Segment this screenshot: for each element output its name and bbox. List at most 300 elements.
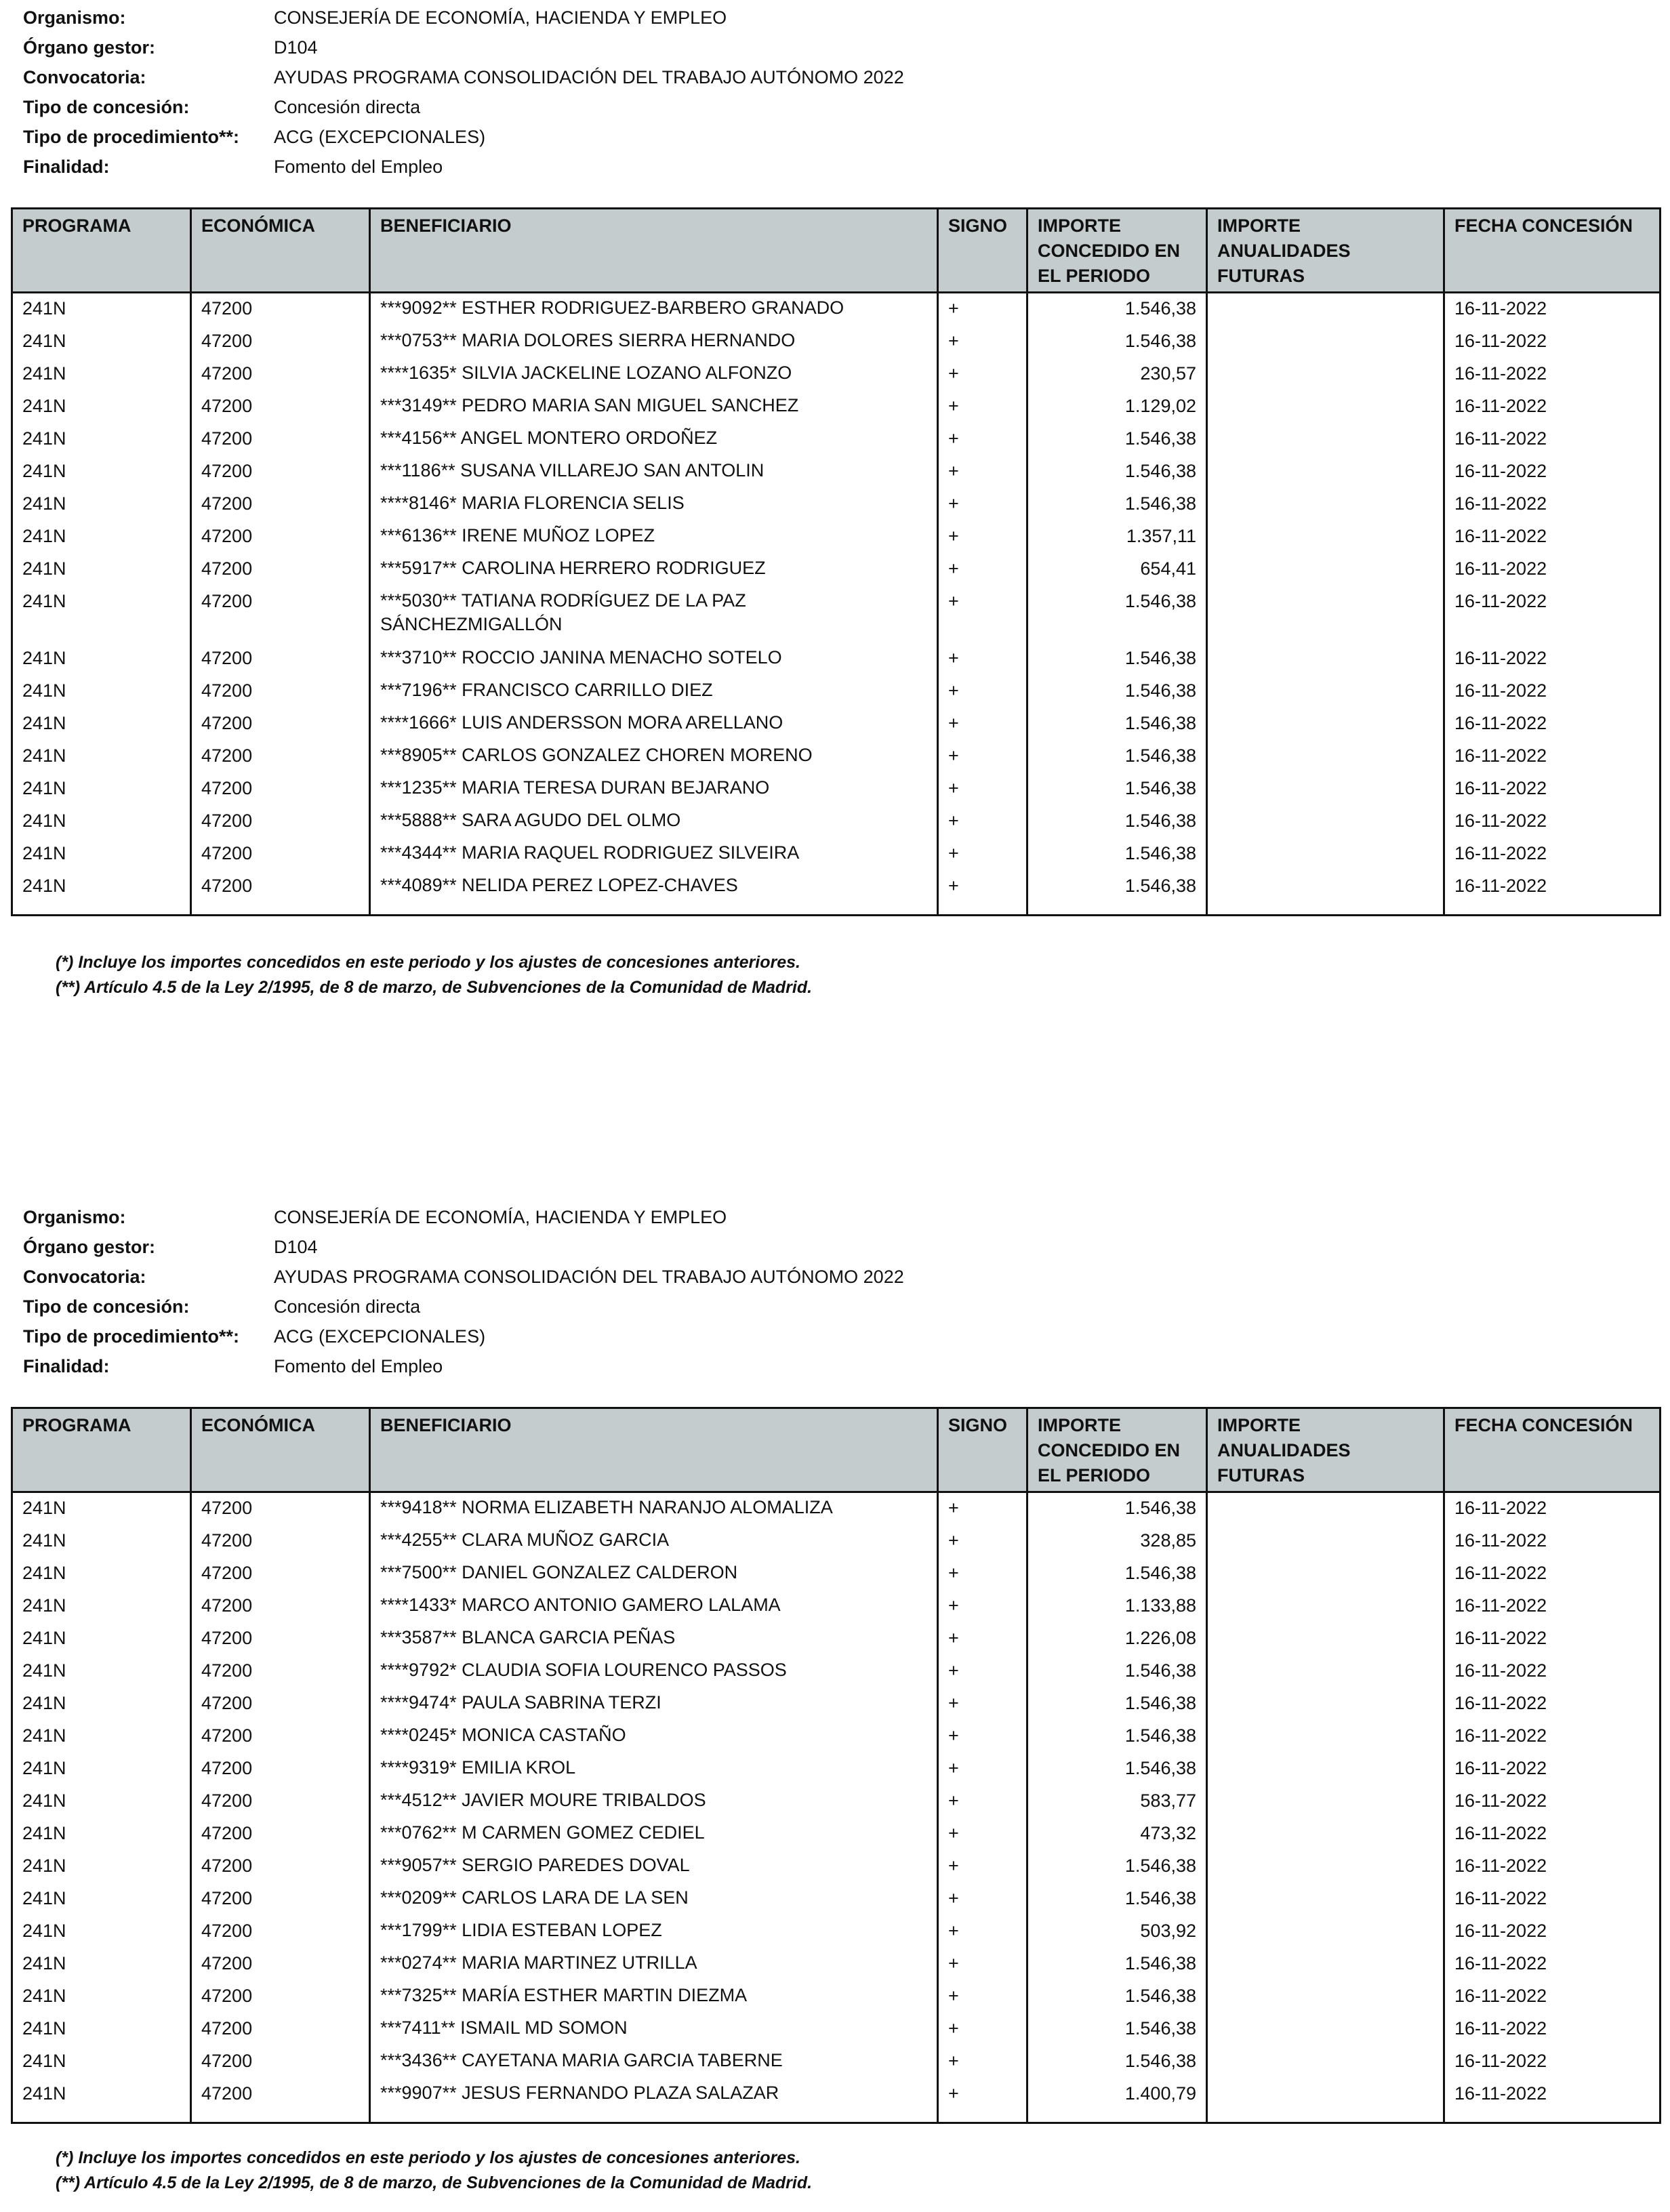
- cell-programa: 241N: [12, 359, 191, 391]
- cell-importe: 1.546,38: [1027, 708, 1207, 741]
- cell-importe: 1.546,38: [1027, 806, 1207, 838]
- cell-anualidades: [1207, 1786, 1444, 1818]
- table-row: [12, 741, 1661, 773]
- table-row: [12, 2046, 1661, 2078]
- cell-programa: 241N: [12, 1623, 191, 1656]
- table-row: [12, 359, 1661, 391]
- cell-programa: 241N: [12, 741, 191, 773]
- cell-importe: 1.546,38: [1027, 676, 1207, 708]
- table-row: [12, 1818, 1661, 1851]
- cell-economica: 47200: [191, 359, 370, 391]
- cell-importe: 1.546,38: [1027, 773, 1207, 806]
- table-row: [12, 293, 1661, 327]
- cell-signo: +: [938, 1916, 1027, 1948]
- meta-value: Fomento del Empleo: [274, 1356, 443, 1376]
- table-row: [12, 1883, 1661, 1916]
- cell-programa: 241N: [12, 326, 191, 359]
- cell-signo: +: [938, 773, 1027, 806]
- cell-anualidades: [1207, 1688, 1444, 1721]
- cell-importe: 1.546,38: [1027, 871, 1207, 903]
- cell-importe: 1.546,38: [1027, 838, 1207, 871]
- cell-beneficiario: ***9092** ESTHER RODRIGUEZ-BARBERO GRANADO: [370, 293, 938, 327]
- cell-programa: 241N: [12, 773, 191, 806]
- cell-importe: 1.226,08: [1027, 1623, 1207, 1656]
- cell-anualidades: [1207, 1492, 1444, 1526]
- footnotes: [56, 2146, 812, 2196]
- cell-fecha: 16-11-2022: [1444, 1818, 1661, 1851]
- cell-signo: +: [938, 1721, 1027, 1753]
- cell-economica: 47200: [191, 1688, 370, 1721]
- cell-signo: +: [938, 1883, 1027, 1916]
- cell-beneficiario: ****0245* MONICA CASTAÑO: [370, 1721, 938, 1753]
- table-spacer-row: [12, 2111, 1661, 2123]
- cell-beneficiario: ***9418** NORMA ELIZABETH NARANJO ALOMALIZA: [370, 1492, 938, 1526]
- cell-programa: 241N: [12, 456, 191, 489]
- cell-beneficiario: ***4255** CLARA MUÑOZ GARCIA: [370, 1525, 938, 1558]
- cell-economica: 47200: [191, 424, 370, 456]
- cell-fecha: 16-11-2022: [1444, 806, 1661, 838]
- cell-beneficiario: ****8146* MARIA FLORENCIA SELIS: [370, 489, 938, 521]
- table-row: [12, 1851, 1661, 1883]
- cell-economica: 47200: [191, 326, 370, 359]
- table-spacer-row: [12, 903, 1661, 916]
- cell-beneficiario: ***7325** MARÍA ESTHER MARTIN DIEZMA: [370, 1981, 938, 2013]
- cell-anualidades: [1207, 708, 1444, 741]
- cell-anualidades: [1207, 1591, 1444, 1623]
- cell-programa: 241N: [12, 1948, 191, 1981]
- cell-programa: 241N: [12, 2046, 191, 2078]
- cell-anualidades: [1207, 586, 1444, 643]
- cell-signo: +: [938, 2013, 1027, 2046]
- cell-fecha: 16-11-2022: [1444, 1883, 1661, 1916]
- cell-anualidades: [1207, 676, 1444, 708]
- cell-anualidades: [1207, 293, 1444, 327]
- cell-importe: 1.546,38: [1027, 2013, 1207, 2046]
- cell-importe: 583,77: [1027, 1786, 1207, 1818]
- table-row: [12, 643, 1661, 676]
- col-header-beneficiario: BENEFICIARIO: [370, 209, 938, 293]
- cell-fecha: 16-11-2022: [1444, 1656, 1661, 1688]
- cell-importe: 1.546,38: [1027, 1558, 1207, 1591]
- meta-value: ACG (EXCEPCIONALES): [274, 127, 486, 147]
- cell-importe: 1.546,38: [1027, 326, 1207, 359]
- col-header-programa: PROGRAMA: [12, 1408, 191, 1492]
- spacer-cell: [938, 903, 1027, 916]
- table-row: [12, 1656, 1661, 1688]
- cell-programa: 241N: [12, 1558, 191, 1591]
- cell-anualidades: [1207, 643, 1444, 676]
- grant-section-2: [11, 1204, 1659, 2192]
- cell-fecha: 16-11-2022: [1444, 773, 1661, 806]
- cell-beneficiario: ***3149** PEDRO MARIA SAN MIGUEL SANCHEZ: [370, 391, 938, 424]
- cell-economica: 47200: [191, 1981, 370, 2013]
- cell-economica: 47200: [191, 1656, 370, 1688]
- cell-fecha: 16-11-2022: [1444, 1688, 1661, 1721]
- cell-fecha: 16-11-2022: [1444, 1981, 1661, 2013]
- cell-anualidades: [1207, 773, 1444, 806]
- meta-value: CONSEJERÍA DE ECONOMÍA, HACIENDA Y EMPLEO: [274, 7, 727, 28]
- spacer-cell: [1027, 2111, 1207, 2123]
- cell-economica: 47200: [191, 1623, 370, 1656]
- cell-economica: 47200: [191, 2046, 370, 2078]
- cell-anualidades: [1207, 806, 1444, 838]
- meta-label: Organismo:: [23, 7, 126, 28]
- cell-beneficiario: ***7196** FRANCISCO CARRILLO DIEZ: [370, 676, 938, 708]
- col-header-importe: IMPORTE CONCEDIDO EN EL PERIODO: [1027, 209, 1207, 293]
- table-row: [12, 1916, 1661, 1948]
- cell-economica: 47200: [191, 871, 370, 903]
- table-row: [12, 1492, 1661, 1526]
- cell-anualidades: [1207, 359, 1444, 391]
- cell-fecha: 16-11-2022: [1444, 521, 1661, 554]
- cell-fecha: 16-11-2022: [1444, 1851, 1661, 1883]
- table-row: [12, 391, 1661, 424]
- footnote-ley: (**) Artículo 4.5 de la Ley 2/1995, de 8 de marzo, de Subvenciones de la Comunidad de Madrid.: [56, 2173, 813, 2192]
- table-body: [12, 293, 1661, 916]
- cell-signo: +: [938, 708, 1027, 741]
- cell-programa: 241N: [12, 391, 191, 424]
- table-row: [12, 1753, 1661, 1786]
- cell-beneficiario: ***9057** SERGIO PAREDES DOVAL: [370, 1851, 938, 1883]
- cell-importe: 1.546,38: [1027, 1656, 1207, 1688]
- cell-economica: 47200: [191, 1525, 370, 1558]
- table-row: [12, 806, 1661, 838]
- cell-importe: 654,41: [1027, 554, 1207, 586]
- meta-value: CONSEJERÍA DE ECONOMÍA, HACIENDA Y EMPLEO: [274, 1207, 727, 1227]
- spacer-cell: [12, 903, 191, 916]
- cell-signo: +: [938, 1753, 1027, 1786]
- cell-beneficiario: ****9792* CLAUDIA SOFIA LOURENCO PASSOS: [370, 1656, 938, 1688]
- cell-importe: 1.546,38: [1027, 293, 1207, 327]
- cell-anualidades: [1207, 1948, 1444, 1981]
- cell-beneficiario: ***3587** BLANCA GARCIA PEÑAS: [370, 1623, 938, 1656]
- cell-importe: 473,32: [1027, 1818, 1207, 1851]
- table-row: [12, 1591, 1661, 1623]
- cell-programa: 241N: [12, 1525, 191, 1558]
- cell-programa: 241N: [12, 1981, 191, 2013]
- cell-importe: 1.546,38: [1027, 1753, 1207, 1786]
- cell-fecha: 16-11-2022: [1444, 1558, 1661, 1591]
- cell-anualidades: [1207, 871, 1444, 903]
- cell-economica: 47200: [191, 293, 370, 327]
- meta-label: Tipo de procedimiento**:: [23, 127, 240, 147]
- cell-programa: 241N: [12, 293, 191, 327]
- cell-beneficiario: ***8905** CARLOS GONZALEZ CHOREN MORENO: [370, 741, 938, 773]
- cell-economica: 47200: [191, 773, 370, 806]
- table-row: [12, 326, 1661, 359]
- cell-beneficiario: ***4512** JAVIER MOURE TRIBALDOS: [370, 1786, 938, 1818]
- cell-programa: 241N: [12, 1916, 191, 1948]
- cell-economica: 47200: [191, 1916, 370, 1948]
- col-header-importe: IMPORTE CONCEDIDO EN EL PERIODO: [1027, 1408, 1207, 1492]
- cell-signo: +: [938, 293, 1027, 327]
- cell-programa: 241N: [12, 1656, 191, 1688]
- cell-signo: +: [938, 676, 1027, 708]
- spacer-cell: [938, 2111, 1027, 2123]
- cell-beneficiario: ***7500** DANIEL GONZALEZ CALDERON: [370, 1558, 938, 1591]
- meta-label: Tipo de concesión:: [23, 1296, 190, 1317]
- cell-anualidades: [1207, 456, 1444, 489]
- meta-value: Fomento del Empleo: [274, 157, 443, 177]
- footnote-ley: (**) Artículo 4.5 de la Ley 2/1995, de 8 de marzo, de Subvenciones de la Comunidad de Madrid.: [56, 978, 813, 997]
- cell-programa: 241N: [12, 1851, 191, 1883]
- cell-economica: 47200: [191, 2013, 370, 2046]
- table-row: [12, 871, 1661, 903]
- cell-economica: 47200: [191, 521, 370, 554]
- cell-importe: 1.133,88: [1027, 1591, 1207, 1623]
- cell-programa: 241N: [12, 871, 191, 903]
- cell-anualidades: [1207, 838, 1444, 871]
- cell-importe: 503,92: [1027, 1916, 1207, 1948]
- cell-signo: +: [938, 2046, 1027, 2078]
- table-row: [12, 2078, 1661, 2111]
- grants-table: [11, 207, 1661, 916]
- cell-beneficiario: ***0274** MARIA MARTINEZ UTRILLA: [370, 1948, 938, 1981]
- cell-signo: +: [938, 1786, 1027, 1818]
- table-row: [12, 424, 1661, 456]
- cell-fecha: 16-11-2022: [1444, 1721, 1661, 1753]
- cell-beneficiario: ****1666* LUIS ANDERSSON MORA ARELLANO: [370, 708, 938, 741]
- cell-anualidades: [1207, 521, 1444, 554]
- cell-economica: 47200: [191, 456, 370, 489]
- cell-importe: 1.546,38: [1027, 1851, 1207, 1883]
- cell-signo: +: [938, 1623, 1027, 1656]
- grants-table: [11, 1407, 1661, 2124]
- spacer-cell: [1207, 903, 1444, 916]
- spacer-cell: [370, 903, 938, 916]
- cell-programa: 241N: [12, 1786, 191, 1818]
- cell-fecha: 16-11-2022: [1444, 1591, 1661, 1623]
- cell-beneficiario: ****9319* EMILIA KROL: [370, 1753, 938, 1786]
- cell-economica: 47200: [191, 1948, 370, 1981]
- spacer-cell: [1444, 2111, 1661, 2123]
- spacer-cell: [1027, 903, 1207, 916]
- cell-signo: +: [938, 1656, 1027, 1688]
- cell-importe: 1.546,38: [1027, 741, 1207, 773]
- cell-beneficiario: ***0762** M CARMEN GOMEZ CEDIEL: [370, 1818, 938, 1851]
- cell-importe: 1.546,38: [1027, 1688, 1207, 1721]
- cell-beneficiario: ***0753** MARIA DOLORES SIERRA HERNANDO: [370, 326, 938, 359]
- cell-importe: 1.546,38: [1027, 2046, 1207, 2078]
- cell-programa: 241N: [12, 1883, 191, 1916]
- table-row: [12, 586, 1661, 643]
- cell-anualidades: [1207, 424, 1444, 456]
- cell-beneficiario: ***3436** CAYETANA MARIA GARCIA TABERNE: [370, 2046, 938, 2078]
- meta-value: AYUDAS PROGRAMA CONSOLIDACIÓN DEL TRABAJO AUTÓNOMO 2022: [274, 67, 904, 87]
- cell-fecha: 16-11-2022: [1444, 456, 1661, 489]
- cell-importe: 1.546,38: [1027, 1948, 1207, 1981]
- cell-programa: 241N: [12, 676, 191, 708]
- cell-fecha: 16-11-2022: [1444, 676, 1661, 708]
- spacer-cell: [191, 2111, 370, 2123]
- cell-beneficiario: ***1186** SUSANA VILLAREJO SAN ANTOLIN: [370, 456, 938, 489]
- cell-anualidades: [1207, 1818, 1444, 1851]
- cell-anualidades: [1207, 326, 1444, 359]
- table-header-row: [12, 1408, 1661, 1492]
- table-row: [12, 676, 1661, 708]
- cell-beneficiario: ***5888** SARA AGUDO DEL OLMO: [370, 806, 938, 838]
- cell-importe: 1.129,02: [1027, 391, 1207, 424]
- cell-anualidades: [1207, 1721, 1444, 1753]
- cell-signo: +: [938, 1818, 1027, 1851]
- cell-fecha: 16-11-2022: [1444, 489, 1661, 521]
- col-header-anualidades: IMPORTE ANUALIDADES FUTURAS: [1207, 1408, 1444, 1492]
- cell-fecha: 16-11-2022: [1444, 1492, 1661, 1526]
- table-row: [12, 1525, 1661, 1558]
- meta-label: Tipo de procedimiento**:: [23, 1326, 240, 1347]
- meta-value: D104: [274, 37, 318, 58]
- cell-programa: 241N: [12, 424, 191, 456]
- cell-programa: 241N: [12, 1721, 191, 1753]
- cell-fecha: 16-11-2022: [1444, 554, 1661, 586]
- cell-importe: 1.546,38: [1027, 586, 1207, 643]
- cell-signo: +: [938, 838, 1027, 871]
- cell-beneficiario: ***5030** TATIANA RODRÍGUEZ DE LA PAZ SÁNCHEZMIGALLÓN: [370, 586, 938, 643]
- cell-anualidades: [1207, 1981, 1444, 2013]
- cell-signo: +: [938, 2078, 1027, 2111]
- cell-fecha: 16-11-2022: [1444, 1948, 1661, 1981]
- cell-fecha: 16-11-2022: [1444, 326, 1661, 359]
- meta-label: Tipo de concesión:: [23, 97, 190, 117]
- meta-label: Finalidad:: [23, 1356, 110, 1376]
- cell-fecha: 16-11-2022: [1444, 359, 1661, 391]
- cell-programa: 241N: [12, 586, 191, 643]
- cell-signo: +: [938, 554, 1027, 586]
- cell-programa: 241N: [12, 1492, 191, 1526]
- cell-anualidades: [1207, 741, 1444, 773]
- cell-programa: 241N: [12, 643, 191, 676]
- cell-fecha: 16-11-2022: [1444, 708, 1661, 741]
- cell-importe: 1.546,38: [1027, 1492, 1207, 1526]
- cell-anualidades: [1207, 1916, 1444, 1948]
- cell-programa: 241N: [12, 2013, 191, 2046]
- table-row: [12, 1623, 1661, 1656]
- cell-beneficiario: ***5917** CAROLINA HERRERO RODRIGUEZ: [370, 554, 938, 586]
- cell-programa: 241N: [12, 1591, 191, 1623]
- cell-economica: 47200: [191, 1558, 370, 1591]
- spacer-cell: [1444, 903, 1661, 916]
- cell-signo: +: [938, 391, 1027, 424]
- cell-importe: 1.546,38: [1027, 424, 1207, 456]
- cell-signo: +: [938, 1558, 1027, 1591]
- table-row: [12, 1558, 1661, 1591]
- meta-label: Órgano gestor:: [23, 1237, 156, 1257]
- col-header-signo: SIGNO: [938, 1408, 1027, 1492]
- cell-signo: +: [938, 424, 1027, 456]
- cell-beneficiario: ***3710** ROCCIO JANINA MENACHO SOTELO: [370, 643, 938, 676]
- cell-programa: 241N: [12, 838, 191, 871]
- cell-economica: 47200: [191, 838, 370, 871]
- cell-signo: +: [938, 1851, 1027, 1883]
- footnotes: [56, 950, 812, 1000]
- cell-signo: +: [938, 1591, 1027, 1623]
- cell-anualidades: [1207, 1883, 1444, 1916]
- cell-programa: 241N: [12, 489, 191, 521]
- meta-value: AYUDAS PROGRAMA CONSOLIDACIÓN DEL TRABAJO AUTÓNOMO 2022: [274, 1267, 904, 1287]
- cell-importe: 1.400,79: [1027, 2078, 1207, 2111]
- cell-anualidades: [1207, 1851, 1444, 1883]
- cell-programa: 241N: [12, 521, 191, 554]
- cell-signo: +: [938, 1981, 1027, 2013]
- cell-importe: 1.546,38: [1027, 1721, 1207, 1753]
- cell-signo: +: [938, 1525, 1027, 1558]
- meta-label: Órgano gestor:: [23, 37, 156, 58]
- cell-beneficiario: ***1235** MARIA TERESA DURAN BEJARANO: [370, 773, 938, 806]
- col-header-signo: SIGNO: [938, 209, 1027, 293]
- cell-fecha: 16-11-2022: [1444, 1525, 1661, 1558]
- cell-anualidades: [1207, 2078, 1444, 2111]
- cell-beneficiario: ***4089** NELIDA PEREZ LOPEZ-CHAVES: [370, 871, 938, 903]
- cell-economica: 47200: [191, 554, 370, 586]
- cell-programa: 241N: [12, 1753, 191, 1786]
- table-row: [12, 1981, 1661, 2013]
- cell-economica: 47200: [191, 1753, 370, 1786]
- cell-signo: +: [938, 643, 1027, 676]
- cell-anualidades: [1207, 554, 1444, 586]
- footnote-importe: (*) Incluye los importes concedidos en este periodo y los ajustes de concesiones anteriores.: [56, 953, 800, 972]
- cell-fecha: 16-11-2022: [1444, 424, 1661, 456]
- cell-signo: +: [938, 1492, 1027, 1526]
- cell-beneficiario: ***7411** ISMAIL MD SOMON: [370, 2013, 938, 2046]
- cell-economica: 47200: [191, 676, 370, 708]
- cell-signo: +: [938, 489, 1027, 521]
- cell-beneficiario: ****9474* PAULA SABRINA TERZI: [370, 1688, 938, 1721]
- cell-fecha: 16-11-2022: [1444, 293, 1661, 327]
- col-header-fecha: FECHA CONCESIÓN: [1444, 209, 1661, 293]
- cell-beneficiario: ***6136** IRENE MUÑOZ LOPEZ: [370, 521, 938, 554]
- cell-programa: 241N: [12, 806, 191, 838]
- meta-label: Organismo:: [23, 1207, 126, 1227]
- table-header-row: [12, 209, 1661, 293]
- cell-fecha: 16-11-2022: [1444, 586, 1661, 643]
- metadata-block: [11, 4, 1659, 187]
- metadata-block: [11, 1204, 1659, 1387]
- cell-anualidades: [1207, 2046, 1444, 2078]
- meta-value: D104: [274, 1237, 318, 1257]
- cell-anualidades: [1207, 1623, 1444, 1656]
- spacer-cell: [370, 2111, 938, 2123]
- meta-label: Finalidad:: [23, 157, 110, 177]
- cell-beneficiario: ****1433* MARCO ANTONIO GAMERO LALAMA: [370, 1591, 938, 1623]
- cell-fecha: 16-11-2022: [1444, 643, 1661, 676]
- table-row: [12, 773, 1661, 806]
- cell-signo: +: [938, 1688, 1027, 1721]
- cell-importe: 1.546,38: [1027, 456, 1207, 489]
- cell-economica: 47200: [191, 708, 370, 741]
- cell-economica: 47200: [191, 643, 370, 676]
- table-row: [12, 521, 1661, 554]
- table-row: [12, 2013, 1661, 2046]
- cell-fecha: 16-11-2022: [1444, 1786, 1661, 1818]
- cell-importe: 328,85: [1027, 1525, 1207, 1558]
- cell-fecha: 16-11-2022: [1444, 1753, 1661, 1786]
- cell-economica: 47200: [191, 586, 370, 643]
- col-header-economica: ECONÓMICA: [191, 209, 370, 293]
- cell-anualidades: [1207, 1753, 1444, 1786]
- cell-signo: +: [938, 326, 1027, 359]
- spacer-cell: [1207, 2111, 1444, 2123]
- cell-anualidades: [1207, 2013, 1444, 2046]
- cell-economica: 47200: [191, 391, 370, 424]
- meta-value: Concesión directa: [274, 1296, 421, 1317]
- cell-economica: 47200: [191, 741, 370, 773]
- cell-fecha: 16-11-2022: [1444, 838, 1661, 871]
- meta-value: Concesión directa: [274, 97, 421, 117]
- cell-beneficiario: ***9907** JESUS FERNANDO PLAZA SALAZAR: [370, 2078, 938, 2111]
- cell-fecha: 16-11-2022: [1444, 871, 1661, 903]
- col-header-programa: PROGRAMA: [12, 209, 191, 293]
- cell-signo: +: [938, 456, 1027, 489]
